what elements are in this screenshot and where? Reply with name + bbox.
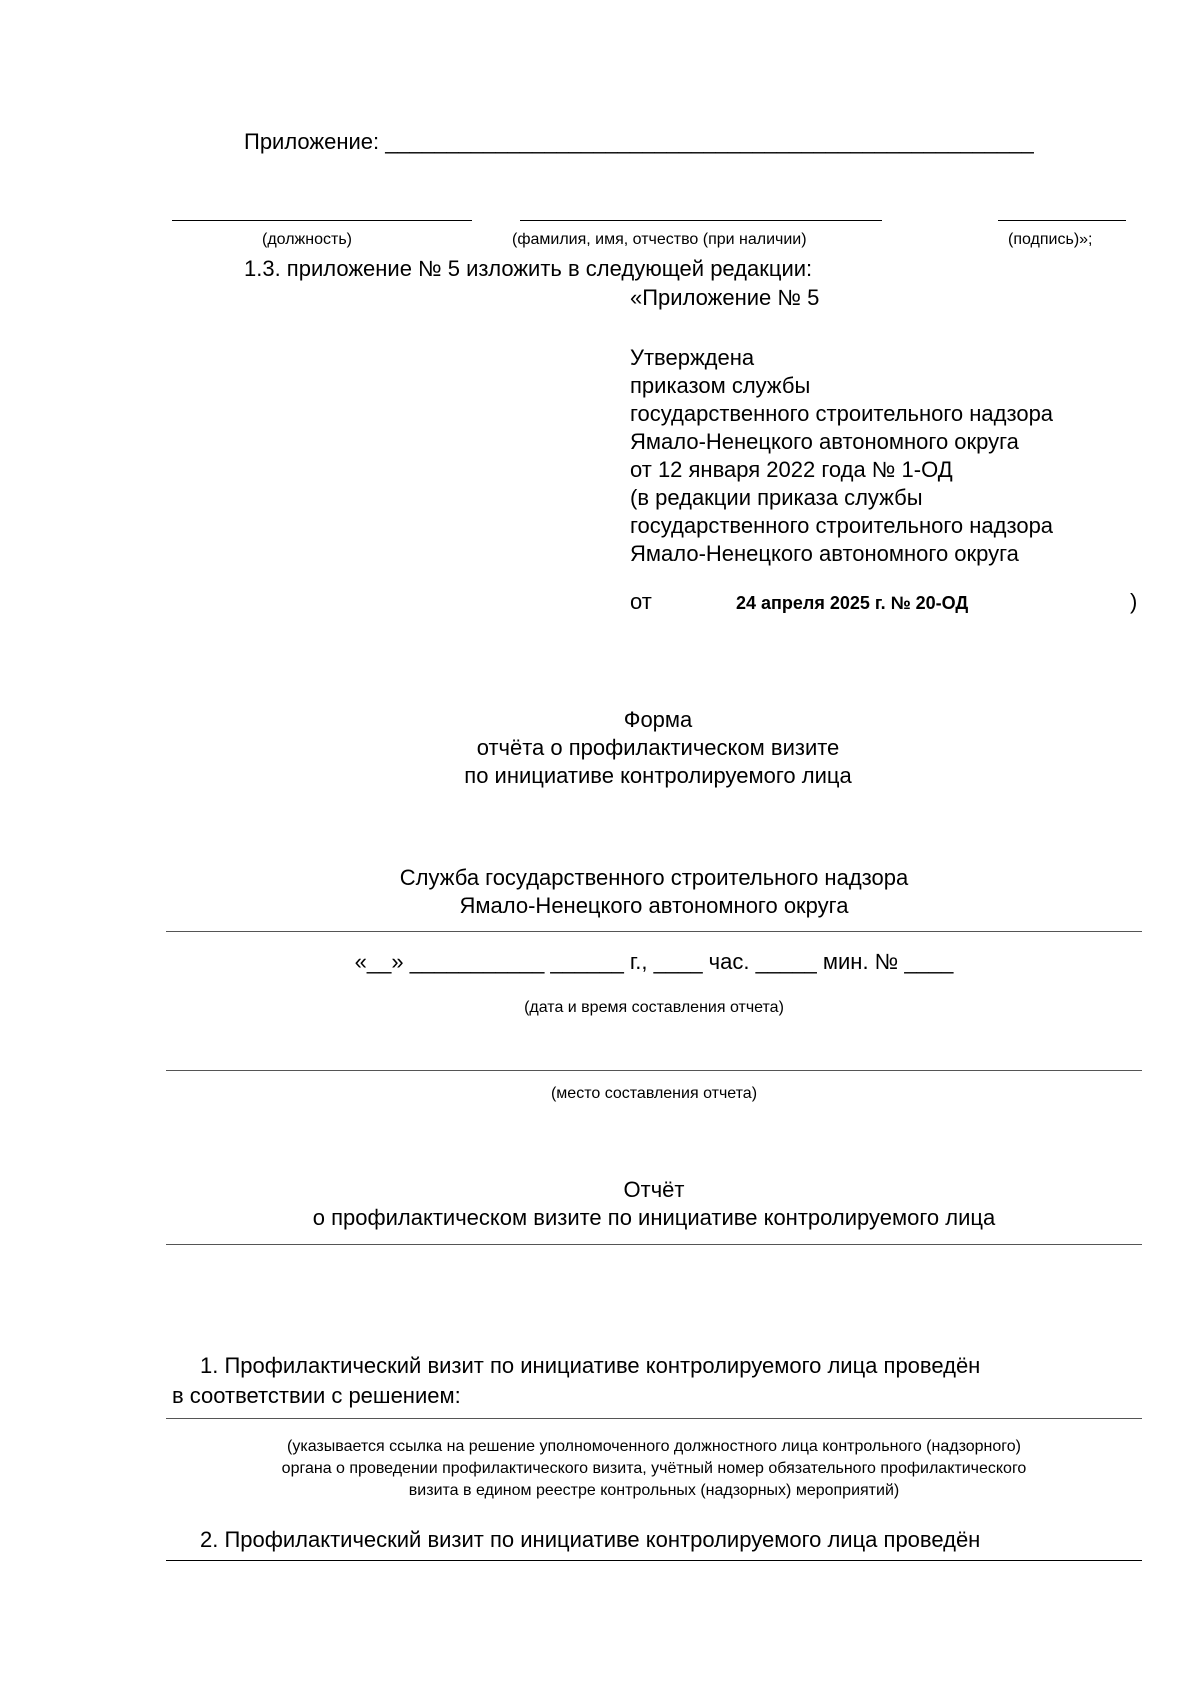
approval-line: государственного строительного надзора	[630, 513, 1054, 538]
datetime-caption: (дата и время составления отчета)	[524, 999, 784, 1016]
section2-line	[166, 1560, 1142, 1561]
section1-note-line: (указывается ссылка на решение уполномоченного должностного лица контрольного (надзорного)	[287, 1438, 1021, 1455]
position-line	[172, 220, 472, 221]
approval-block	[630, 344, 1053, 568]
agency-line: Служба государственного строительного надзора	[399, 865, 909, 890]
agency-name	[166, 864, 1142, 920]
report-title	[166, 1176, 1142, 1232]
datetime-line: «__» ___________ ______ г., ____ час. _____ мин. № ____	[354, 949, 954, 974]
approval-line: приказом службы	[630, 373, 811, 398]
approval-line: от 12 января 2022 года № 1-ОД	[630, 457, 953, 482]
name-line	[520, 220, 882, 221]
amendment-clause: 1.3. приложение № 5 изложить в следующей редакции:	[244, 256, 813, 281]
appendix-label: Приложение:	[244, 129, 380, 154]
form-heading-line: по инициативе контролируемого лица	[464, 763, 852, 788]
signature-line	[998, 220, 1126, 221]
approval-line: государственного строительного надзора	[630, 401, 1054, 426]
section1-line2: в соответствии с решением:	[172, 1383, 461, 1408]
form-heading	[0, 706, 1200, 790]
form-heading-line: Форма	[623, 707, 693, 732]
form-heading-line: отчёта о профилактическом визите	[476, 735, 840, 760]
report-title-underline	[166, 1244, 1142, 1245]
place-line	[166, 1070, 1142, 1071]
approval-line: (в редакции приказа службы	[630, 485, 923, 510]
appendix-blank: _____________________________________________________	[385, 129, 1034, 154]
section1-note-line: визита в едином реестре контрольных (надзорных) мероприятий)	[408, 1482, 900, 1499]
position-caption: (должность)	[262, 231, 352, 248]
section1-decision-line	[166, 1418, 1142, 1419]
section1-note	[166, 1436, 1142, 1502]
approval-line: Утверждена	[630, 345, 755, 370]
signature-caption: (подпись)»;	[1008, 231, 1093, 248]
name-caption: (фамилия, имя, отчество (при наличии)	[512, 231, 807, 248]
agency-underline	[166, 931, 1142, 932]
report-title-line: о профилактическом визите по инициативе контролируемого лица	[312, 1205, 996, 1230]
approval-closing: )	[1130, 589, 1138, 614]
approval-line: Ямало-Ненецкого автономного округа	[630, 541, 1019, 566]
report-title-line: Отчёт	[623, 1177, 685, 1202]
section1-note-line: органа о проведении профилактического визита, учётный номер обязательного профилактического	[281, 1460, 1027, 1477]
agency-line: Ямало-Ненецкого автономного округа	[459, 893, 849, 918]
approval-from-prefix: от	[630, 589, 652, 614]
section1-line1: 1. Профилактический визит по инициативе контролируемого лица проведён	[200, 1353, 981, 1378]
place-caption: (место составления отчета)	[550, 1085, 758, 1102]
approval-line: Ямало-Ненецкого автономного округа	[630, 429, 1019, 454]
section2-line1: 2. Профилактический визит по инициативе контролируемого лица проведён	[200, 1527, 981, 1552]
order-stamp: 24 апреля 2025 г. № 20-ОД	[736, 593, 969, 613]
appendix-line	[244, 128, 1034, 156]
appendix-5-title: «Приложение № 5	[630, 285, 820, 310]
